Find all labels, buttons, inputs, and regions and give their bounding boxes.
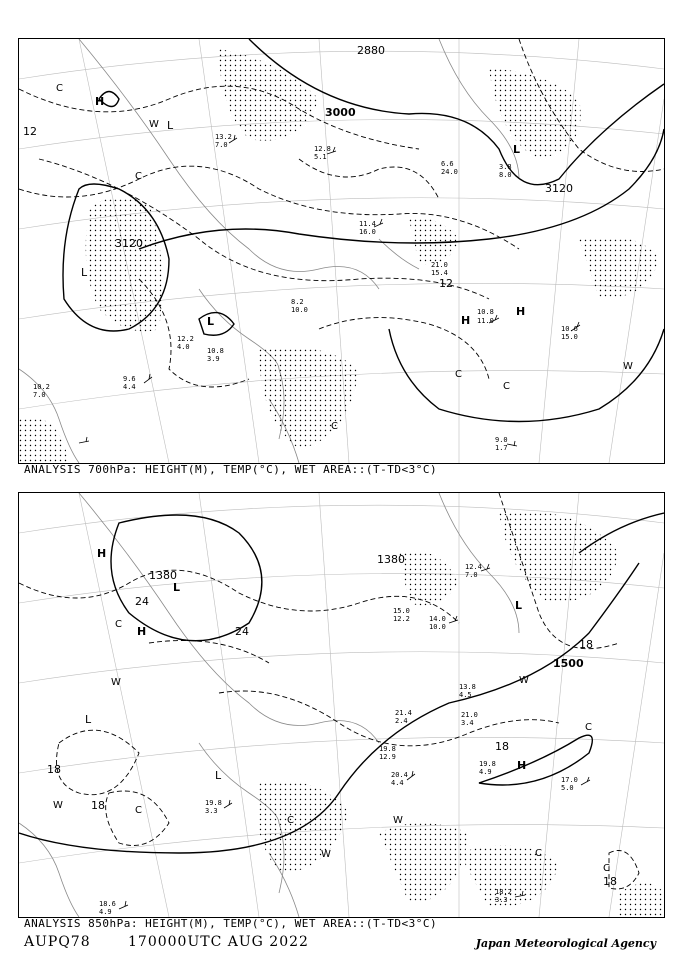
station-dewpoint-depression: 3.9 [207,355,220,363]
contour-label: 1500 [553,657,584,670]
station-dewpoint-depression: 12.9 [379,753,396,761]
station-temp: 21.0 [431,261,448,269]
station-temp: 6.6 [441,160,454,168]
contour-label: 1380 [149,569,177,582]
cold-marker: C [287,815,294,826]
high-center-marker: H [137,625,147,638]
station-dewpoint-depression: 4.5 [459,691,472,699]
station-temp: 21.0 [461,711,478,719]
low-center-marker: L [173,581,181,594]
warm-marker: W [321,849,331,860]
station-dewpoint-depression: 8.0 [499,171,512,179]
cold-marker: C [331,421,338,432]
station-dewpoint-depression: 3.4 [461,719,474,727]
station-temp: 21.4 [395,709,412,717]
isotherm-label: 12 [439,277,453,290]
isotherm-label: 18 [91,799,105,812]
cold-marker: C [135,805,142,816]
station-dewpoint-depression: 24.0 [441,168,458,176]
station-dewpoint-depression: 7.0 [215,141,228,149]
high-center-marker: H [516,305,526,318]
station-dewpoint-depression: 5.0 [561,784,574,792]
station-temp: 20.4 [391,771,408,779]
station-temp: 17.0 [561,776,578,784]
station-temp: 12.2 [177,335,194,343]
station-dewpoint-depression: 4.0 [177,343,190,351]
station-temp: 15.0 [393,607,410,615]
station-temp: 19.8 [379,745,396,753]
station-temp: 18.2 [495,888,512,896]
station-temp: 11.4 [359,220,376,228]
isotherm-label: 24 [135,595,149,608]
station-dewpoint-depression: 4.4 [391,779,404,787]
warm-marker: W [519,675,529,686]
station-temp: 12.4 [465,563,482,571]
station-dewpoint-depression: 3.3 [495,896,508,904]
high-center-marker: H [97,547,107,560]
station-temp: 9.6 [123,375,136,383]
low-center-marker: L [515,599,523,612]
station-dewpoint-depression: 4.4 [123,383,136,391]
chart-panel-700hpa [18,38,665,464]
station-temp: 10.8 [207,347,224,355]
cold-marker: C [535,848,542,859]
low-center-marker: L [215,769,222,782]
chart-caption-700hpa: ANALYSIS 700hPa: HEIGHT(M), TEMP(°C), WET AREA::(T-TD<3°C) [24,463,438,476]
low-center-marker: L [81,266,88,279]
station-temp: 13.2 [215,133,232,141]
map-850hpa [19,493,664,917]
map-700hpa [19,39,664,463]
station-dewpoint-depression: 5.1 [314,153,327,161]
high-center-marker: H [461,314,471,327]
agency-credit: Japan Meteorological Agency [475,937,656,950]
station-dewpoint-depression: 16.0 [359,228,376,236]
contour-label: 3000 [325,106,356,119]
station-dewpoint-depression: 10.0 [429,623,446,631]
cold-marker: C [135,171,142,182]
warm-marker: W [111,677,121,688]
isotherm-label: 12 [23,125,37,138]
high-center-marker: H [95,95,105,108]
isotherm-label: 24 [235,625,249,638]
low-center-marker: L [207,315,215,328]
station-dewpoint-depression: 15.4 [431,269,448,277]
station-dewpoint-depression: 4.9 [479,768,492,776]
station-dewpoint-depression: 12.2 [393,615,410,623]
station-temp: 18.6 [99,900,116,908]
station-dewpoint-depression: 7.0 [33,391,46,399]
cold-marker: C [455,369,462,380]
warm-marker: W [623,361,633,372]
warm-marker: W [149,119,159,130]
station-temp: 10.8 [477,308,494,316]
station-dewpoint-depression: 1.7 [495,444,508,452]
low-center-marker: L [513,143,521,156]
isotherm-label: 18 [603,875,617,888]
isotherm-label: 18 [579,638,593,651]
station-temp: 14.0 [429,615,446,623]
station-dewpoint-depression: 15.0 [561,333,578,341]
cold-marker: C [603,863,610,874]
station-dewpoint-depression: 3.3 [205,807,218,815]
contour-label: 2880 [357,44,385,57]
warm-marker: W [53,800,63,811]
station-temp: 19.8 [479,760,496,768]
high-center-marker: H [517,759,527,772]
contour-label: 3120 [545,182,573,195]
valid-time: 170000UTC AUG 2022 [128,934,309,950]
station-dewpoint-depression: 10.0 [291,306,308,314]
warm-marker: W [393,815,403,826]
station-temp: 8.2 [291,298,304,306]
station-temp: 9.0 [495,436,508,444]
isotherm-label: 18 [47,763,61,776]
station-dewpoint-depression: 7.0 [465,571,478,579]
cold-marker: C [585,722,592,733]
station-dewpoint-depression: 11.0 [477,317,494,325]
station-temp: 10.2 [33,383,50,391]
cold-marker: C [115,619,122,630]
cold-marker: C [503,381,510,392]
station-temp: 3.8 [499,163,512,171]
contour-label: 1380 [377,553,405,566]
isotherm-label: 18 [495,740,509,753]
chart-caption-850hpa: ANALYSIS 850hPa: HEIGHT(M), TEMP(°C), WET AREA::(T-TD<3°C) [24,917,438,930]
station-dewpoint-depression: 2.4 [395,717,408,725]
station-temp: 13.8 [459,683,476,691]
station-temp: 12.8 [314,145,331,153]
station-temp: 19.8 [205,799,222,807]
contour-label: 3120 [115,237,143,250]
station-dewpoint-depression: 4.9 [99,908,112,916]
chart-id: AUPQ78 [24,934,91,950]
low-center-marker: L [167,119,174,132]
cold-marker: C [56,83,63,94]
low-center-marker: L [85,713,92,726]
station-temp: 10.6 [561,325,578,333]
chart-panel-850hpa [18,492,665,918]
